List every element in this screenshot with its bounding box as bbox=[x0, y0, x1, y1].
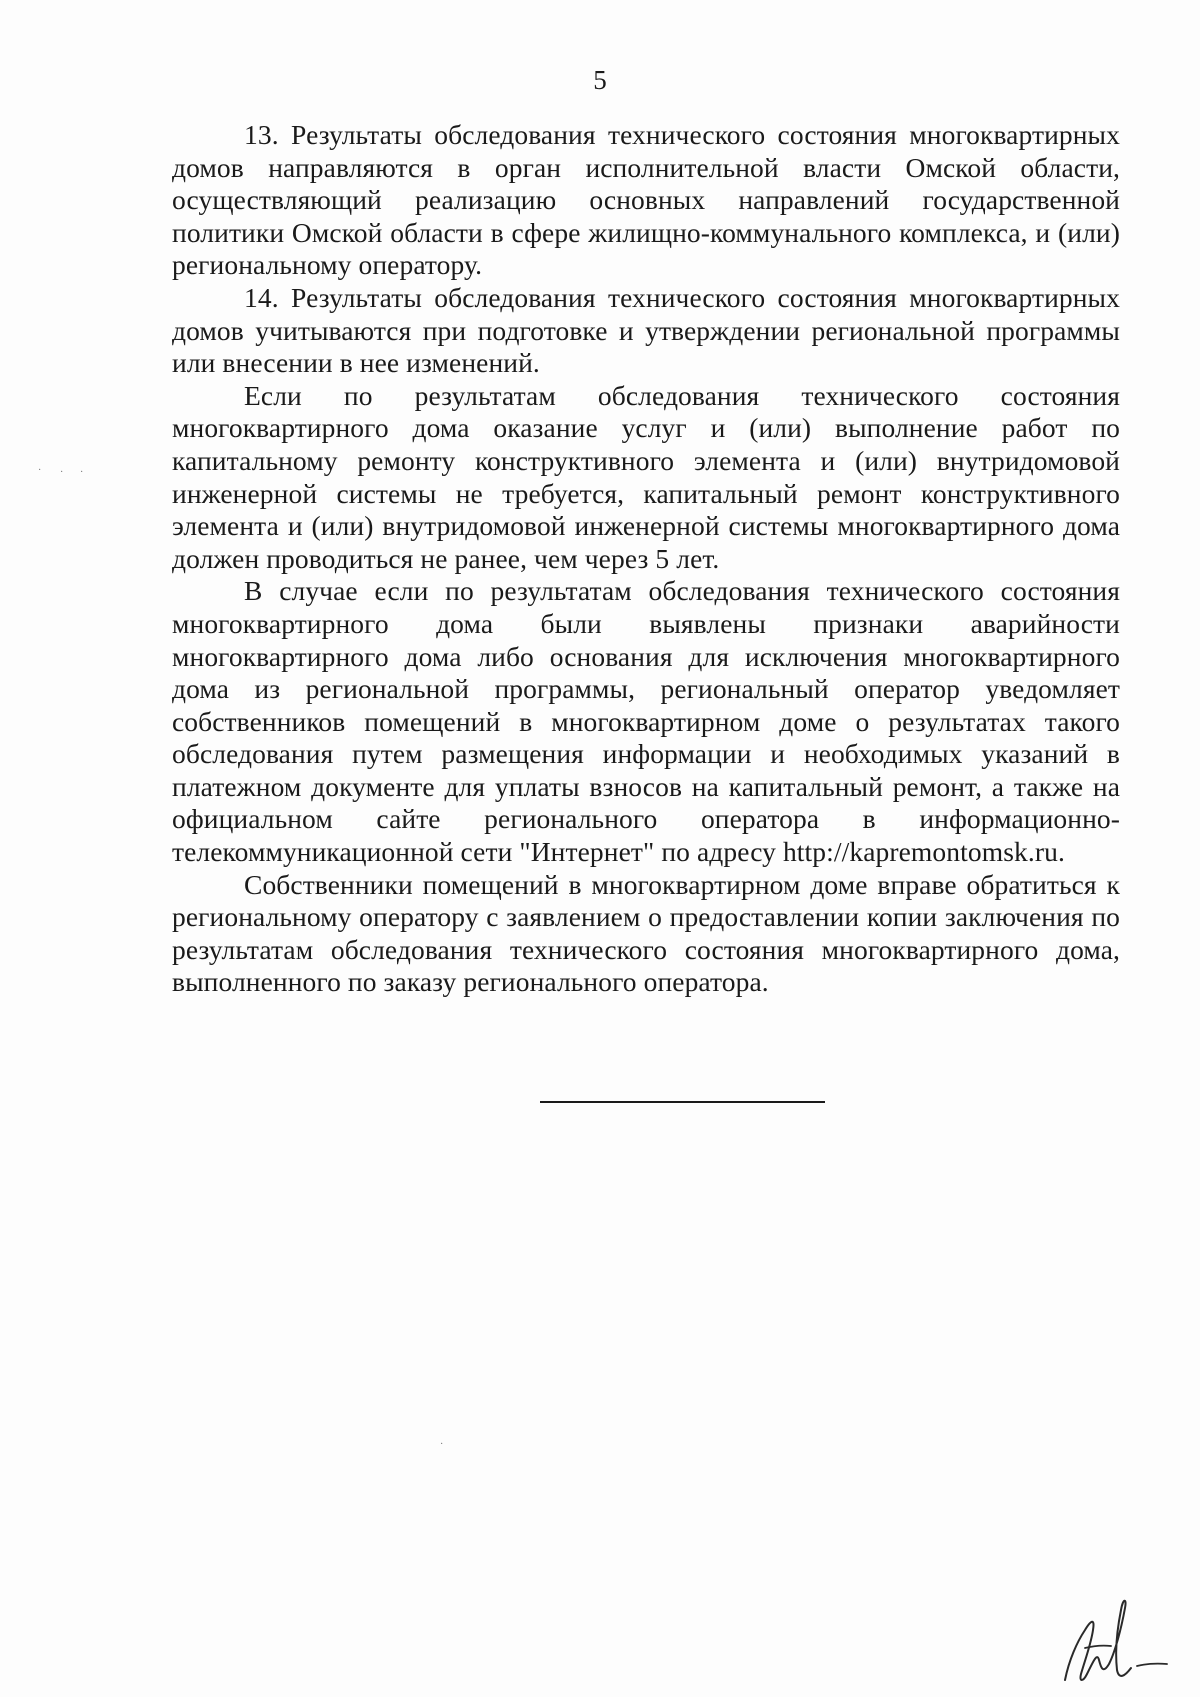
scan-speck: · bbox=[60, 467, 64, 478]
paragraph-no-repair-required: Если по результатам обследования технического состояния многоквартирного дома оказание услуг и (или) выполнение работ по капитальному ремонту конструктивного элемента и (или) внутридомовой инженерной системы не требуется, капитальный ремонт конструктивного элемента и (или) внутридомовой инженерной системы многоквартирного дома должен проводиться не ранее, чем через 5 лет. bbox=[172, 379, 1120, 574]
paragraph-owners-request: Собственники помещений в многоквартирном доме вправе обратиться к региональному оператору с заявлением о предоставлении копии заключения по результатам обследования технического состояния многоквартирного дома, выполненного по заказу регионального оператора. bbox=[172, 868, 1120, 998]
end-of-text-rule bbox=[540, 1101, 825, 1103]
scan-speck: · bbox=[80, 467, 84, 478]
page-number: 5 bbox=[593, 65, 607, 95]
paragraph-14: 14. Результаты обследования технического состояния многоквартирных домов учитываются при подготовке и утверждении региональной программы или внесении в нее изменений. bbox=[172, 281, 1120, 379]
paragraph-emergency-notice: В случае если по результатам обследования технического состояния многоквартирного дома были выявлены признаки аварийности многоквартирного дома либо основания для исключения многоквартирного дома из региональной программы, региональный оператор уведомляет собственников помещений в многоквартирном доме о результатах такого обследования путем размещения информации и необходимых указаний в платежном документе для уплаты взносов на капитальный ремонт, а также на официальном сайте регионального оператора в информационно-телекоммуникационной сети "Интернет" по адресу http://kapremontomsk.ru. bbox=[172, 575, 1120, 868]
signature-icon bbox=[1055, 1590, 1175, 1690]
paragraph-13: 13. Результаты обследования технического состояния многоквартирных домов направляются в орган исполнительной власти Омской области, осуществляющий реализацию основных направлений государственной политики Омской области в сфере жилищно-коммунального комплекса, и (или) региональному оператору. bbox=[172, 119, 1120, 281]
scan-speck: · bbox=[38, 465, 42, 476]
document-body bbox=[172, 119, 1120, 999]
scan-speck: · bbox=[440, 1439, 444, 1450]
